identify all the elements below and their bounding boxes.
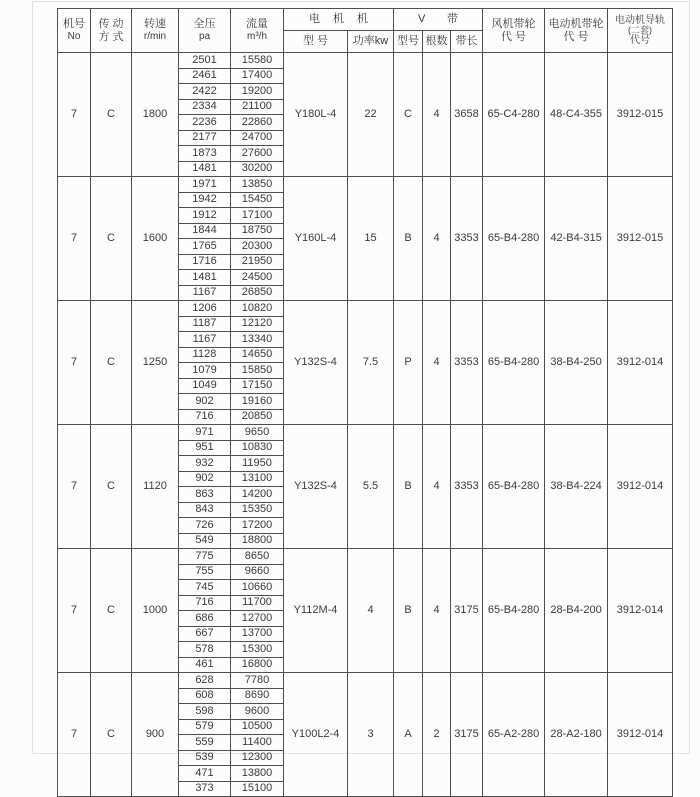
flow-value: 27600 bbox=[231, 146, 284, 162]
motor-pulley-code-value: 48-C4-355 bbox=[545, 53, 608, 177]
pressure-value: 716 bbox=[179, 595, 231, 611]
vbelt-length-value: 3353 bbox=[451, 301, 483, 425]
col-header-pressure bbox=[179, 9, 231, 53]
pressure-value: 1167 bbox=[179, 332, 231, 348]
flow-value: 17150 bbox=[231, 378, 284, 394]
pressure-value: 863 bbox=[179, 487, 231, 503]
flow-value: 22860 bbox=[231, 115, 284, 131]
spec-row-g4 bbox=[58, 425, 673, 441]
rail-label: 电动机导轨 bbox=[615, 15, 666, 26]
flow-value: 17100 bbox=[231, 208, 284, 224]
flow-value: 10820 bbox=[231, 301, 284, 317]
speed-unit: r/min bbox=[143, 31, 167, 42]
flow-value: 12300 bbox=[231, 750, 284, 766]
motor-pulley-code-label: 代 号 bbox=[563, 30, 589, 43]
motor-power-value: 15 bbox=[348, 177, 394, 301]
motor-model-value: Y160L-4 bbox=[284, 177, 348, 301]
pressure-value: 971 bbox=[179, 425, 231, 441]
flow-value: 16800 bbox=[231, 657, 284, 673]
vbelt-length-value: 3353 bbox=[451, 425, 483, 549]
machine-no-value: 7 bbox=[58, 425, 91, 549]
vbelt-group-label-dai: 带 bbox=[447, 13, 459, 25]
col-header-motor-pulley bbox=[545, 9, 608, 53]
flow-value: 15100 bbox=[231, 781, 284, 797]
motor-pulley-code-value: 28-A2-180 bbox=[545, 673, 608, 797]
flow-value: 15300 bbox=[231, 642, 284, 658]
speed-label: 转速 bbox=[144, 18, 166, 30]
pressure-value: 1187 bbox=[179, 316, 231, 332]
vbelt-length-value: 3175 bbox=[451, 549, 483, 673]
pressure-value: 1942 bbox=[179, 192, 231, 208]
pressure-value: 716 bbox=[179, 409, 231, 425]
pressure-value: 902 bbox=[179, 394, 231, 410]
pressure-value: 471 bbox=[179, 766, 231, 782]
fan-pulley-code-value: 65-B4-280 bbox=[483, 425, 545, 549]
spec-row-g1 bbox=[58, 53, 673, 69]
motor-power-value: 7.5 bbox=[348, 301, 394, 425]
flow-value: 13800 bbox=[231, 766, 284, 782]
flow-value: 24500 bbox=[231, 270, 284, 286]
vbelt-count-value: 2 bbox=[423, 673, 451, 797]
pressure-value: 2334 bbox=[179, 99, 231, 115]
pressure-value: 2461 bbox=[179, 68, 231, 84]
fan-pulley-code-value: 65-B4-280 bbox=[483, 177, 545, 301]
drive-label-2: 方 式 bbox=[98, 30, 124, 43]
pressure-value: 579 bbox=[179, 719, 231, 735]
col-header-drive bbox=[91, 9, 132, 53]
pressure-value: 1971 bbox=[179, 177, 231, 193]
motor-pulley-code-value: 42-B4-315 bbox=[545, 177, 608, 301]
drive-mode-value: C bbox=[91, 301, 132, 425]
motor-pulley-code-value: 38-B4-250 bbox=[545, 301, 608, 425]
motor-model-value: Y112M-4 bbox=[284, 549, 348, 673]
col-header-motor-model: 型 号 bbox=[284, 31, 348, 53]
pressure-value: 755 bbox=[179, 564, 231, 580]
pressure-value: 843 bbox=[179, 502, 231, 518]
flow-value: 13850 bbox=[231, 177, 284, 193]
spec-row-g2 bbox=[58, 177, 673, 193]
vbelt-length-value: 3175 bbox=[451, 673, 483, 797]
col-header-vbelt-length: 带长 bbox=[451, 31, 483, 53]
pressure-value: 1079 bbox=[179, 363, 231, 379]
flow-value: 21100 bbox=[231, 99, 284, 115]
pressure-value: 1049 bbox=[179, 378, 231, 394]
fan-pulley-label: 风机带轮 bbox=[491, 17, 536, 30]
table-body bbox=[58, 53, 673, 797]
flow-value: 13340 bbox=[231, 332, 284, 348]
vbelt-count-value: 4 bbox=[423, 301, 451, 425]
vbelt-length-value: 3353 bbox=[451, 177, 483, 301]
pressure-value: 775 bbox=[179, 549, 231, 565]
pressure-value: 667 bbox=[179, 626, 231, 642]
col-header-motor-power: 功率kw bbox=[348, 31, 394, 53]
motor-rail-code-value: 3912-014 bbox=[608, 549, 673, 673]
vbelt-count-value: 4 bbox=[423, 53, 451, 177]
pressure-value: 1873 bbox=[179, 146, 231, 162]
pressure-value: 608 bbox=[179, 688, 231, 704]
motor-model-value: Y180L-4 bbox=[284, 53, 348, 177]
drive-label-1: 传 动 bbox=[98, 17, 124, 30]
motor-rail-code-value: 3912-014 bbox=[608, 301, 673, 425]
pressure-unit: pa bbox=[198, 31, 211, 42]
flow-value: 13700 bbox=[231, 626, 284, 642]
col-group-vbelt bbox=[394, 9, 483, 31]
pressure-value: 578 bbox=[179, 642, 231, 658]
speed-value: 900 bbox=[132, 673, 179, 797]
vbelt-count-value: 4 bbox=[423, 177, 451, 301]
flow-value: 9600 bbox=[231, 704, 284, 720]
drive-mode-value: C bbox=[91, 53, 132, 177]
col-header-fan-pulley bbox=[483, 9, 545, 53]
fan-pulley-code-value: 65-B4-280 bbox=[483, 549, 545, 673]
flow-value: 8690 bbox=[231, 688, 284, 704]
motor-rail-code-value: 3912-015 bbox=[608, 177, 673, 301]
pressure-value: 1844 bbox=[179, 223, 231, 239]
vbelt-group-label-v: V bbox=[418, 13, 426, 25]
motor-pulley-code-value: 38-B4-224 bbox=[545, 425, 608, 549]
vbelt-model-value: B bbox=[394, 425, 423, 549]
flow-value: 15850 bbox=[231, 363, 284, 379]
speed-value: 1250 bbox=[132, 301, 179, 425]
spec-row-g3 bbox=[58, 301, 673, 317]
pressure-value: 902 bbox=[179, 471, 231, 487]
pressure-value: 1128 bbox=[179, 347, 231, 363]
motor-rail-code-value: 3912-015 bbox=[608, 53, 673, 177]
flow-value: 30200 bbox=[231, 161, 284, 177]
flow-value: 15350 bbox=[231, 502, 284, 518]
flow-value: 19200 bbox=[231, 84, 284, 100]
pressure-value: 951 bbox=[179, 440, 231, 456]
flow-value: 18800 bbox=[231, 533, 284, 549]
pressure-value: 932 bbox=[179, 456, 231, 472]
table-header bbox=[58, 9, 673, 53]
flow-value: 10660 bbox=[231, 580, 284, 596]
machine-no-value: 7 bbox=[58, 177, 91, 301]
drive-mode-value: C bbox=[91, 673, 132, 797]
pressure-value: 2501 bbox=[179, 53, 231, 69]
vbelt-length-value: 3658 bbox=[451, 53, 483, 177]
motor-rail-code-value: 3912-014 bbox=[608, 425, 673, 549]
pressure-value: 373 bbox=[179, 781, 231, 797]
motor-model-value: Y100L2-4 bbox=[284, 673, 348, 797]
flow-value: 17200 bbox=[231, 518, 284, 534]
flow-value: 20300 bbox=[231, 239, 284, 255]
vbelt-count-value: 4 bbox=[423, 549, 451, 673]
vbelt-model-value: A bbox=[394, 673, 423, 797]
motor-group-label: 电 机 机 bbox=[308, 13, 374, 25]
flow-value: 9660 bbox=[231, 564, 284, 580]
machine-no-label: 机号 bbox=[63, 18, 85, 30]
flow-value: 11400 bbox=[231, 735, 284, 751]
pressure-value: 2236 bbox=[179, 115, 231, 131]
motor-power-value: 4 bbox=[348, 549, 394, 673]
flow-unit: m³/h bbox=[247, 31, 267, 42]
flow-value: 20850 bbox=[231, 409, 284, 425]
machine-no-value: 7 bbox=[58, 673, 91, 797]
flow-value: 15580 bbox=[231, 53, 284, 69]
machine-no-value: 7 bbox=[58, 549, 91, 673]
pressure-value: 726 bbox=[179, 518, 231, 534]
pressure-value: 1912 bbox=[179, 208, 231, 224]
rail-code-label: 代号 bbox=[630, 35, 651, 46]
speed-value: 1600 bbox=[132, 177, 179, 301]
flow-value: 10830 bbox=[231, 440, 284, 456]
flow-value: 12120 bbox=[231, 316, 284, 332]
pressure-value: 461 bbox=[179, 657, 231, 673]
fan-spec-table bbox=[57, 8, 673, 797]
drive-mode-value: C bbox=[91, 425, 132, 549]
pressure-value: 686 bbox=[179, 611, 231, 627]
vbelt-count-value: 4 bbox=[423, 425, 451, 549]
machine-no-unit: No bbox=[67, 31, 81, 42]
speed-value: 1000 bbox=[132, 549, 179, 673]
flow-value: 10500 bbox=[231, 719, 284, 735]
pressure-value: 628 bbox=[179, 673, 231, 689]
vbelt-model-value: B bbox=[394, 549, 423, 673]
col-header-flow bbox=[231, 9, 284, 53]
pressure-value: 2177 bbox=[179, 130, 231, 146]
flow-value: 9650 bbox=[231, 425, 284, 441]
vbelt-model-value: B bbox=[394, 177, 423, 301]
flow-value: 15450 bbox=[231, 192, 284, 208]
pressure-value: 1481 bbox=[179, 161, 231, 177]
flow-value: 19160 bbox=[231, 394, 284, 410]
col-group-motor bbox=[284, 9, 394, 31]
flow-value: 18750 bbox=[231, 223, 284, 239]
motor-power-value: 3 bbox=[348, 673, 394, 797]
pressure-label: 全压 bbox=[193, 18, 216, 30]
drive-mode-value: C bbox=[91, 177, 132, 301]
flow-value: 14200 bbox=[231, 487, 284, 503]
spec-row-g5 bbox=[58, 549, 673, 565]
pressure-value: 539 bbox=[179, 750, 231, 766]
flow-value: 26850 bbox=[231, 285, 284, 301]
col-header-speed bbox=[132, 9, 179, 53]
fan-pulley-code-value: 65-C4-280 bbox=[483, 53, 545, 177]
flow-value: 12700 bbox=[231, 611, 284, 627]
spec-row-g6 bbox=[58, 673, 673, 689]
speed-value: 1800 bbox=[132, 53, 179, 177]
drive-mode-value: C bbox=[91, 549, 132, 673]
flow-value: 24700 bbox=[231, 130, 284, 146]
rail-sets-label: (二套) bbox=[628, 25, 653, 35]
motor-model-value: Y132S-4 bbox=[284, 301, 348, 425]
motor-rail-code-value: 3912-014 bbox=[608, 673, 673, 797]
fan-pulley-code-value: 65-B4-280 bbox=[483, 301, 545, 425]
speed-value: 1120 bbox=[132, 425, 179, 549]
col-header-machine-no bbox=[58, 9, 91, 53]
pressure-value: 559 bbox=[179, 735, 231, 751]
col-header-vbelt-count: 根数 bbox=[423, 31, 451, 53]
flow-value: 13100 bbox=[231, 471, 284, 487]
fan-pulley-code-value: 65-A2-280 bbox=[483, 673, 545, 797]
pressure-value: 549 bbox=[179, 533, 231, 549]
pressure-value: 1167 bbox=[179, 285, 231, 301]
vbelt-model-value: P bbox=[394, 301, 423, 425]
flow-value: 11950 bbox=[231, 456, 284, 472]
motor-power-value: 5.5 bbox=[348, 425, 394, 549]
flow-value: 11700 bbox=[231, 595, 284, 611]
flow-value: 17400 bbox=[231, 68, 284, 84]
motor-power-value: 22 bbox=[348, 53, 394, 177]
machine-no-value: 7 bbox=[58, 301, 91, 425]
flow-value: 21950 bbox=[231, 254, 284, 270]
pressure-value: 745 bbox=[179, 580, 231, 596]
motor-model-value: Y132S-4 bbox=[284, 425, 348, 549]
vbelt-model-value: C bbox=[394, 53, 423, 177]
pressure-value: 2422 bbox=[179, 84, 231, 100]
machine-no-value: 7 bbox=[58, 53, 91, 177]
flow-value: 7780 bbox=[231, 673, 284, 689]
col-header-motor-rail bbox=[608, 9, 673, 53]
pressure-value: 1765 bbox=[179, 239, 231, 255]
flow-value: 8650 bbox=[231, 549, 284, 565]
fan-pulley-code-label: 代 号 bbox=[501, 30, 527, 43]
flow-label: 流量 bbox=[246, 18, 268, 30]
col-header-vbelt-model: 型号 bbox=[394, 31, 423, 53]
flow-value: 14650 bbox=[231, 347, 284, 363]
pressure-value: 1206 bbox=[179, 301, 231, 317]
pressure-value: 1481 bbox=[179, 270, 231, 286]
pressure-value: 598 bbox=[179, 704, 231, 720]
pressure-value: 1716 bbox=[179, 254, 231, 270]
motor-pulley-code-value: 28-B4-200 bbox=[545, 549, 608, 673]
motor-pulley-label: 电动机带轮 bbox=[548, 17, 604, 30]
